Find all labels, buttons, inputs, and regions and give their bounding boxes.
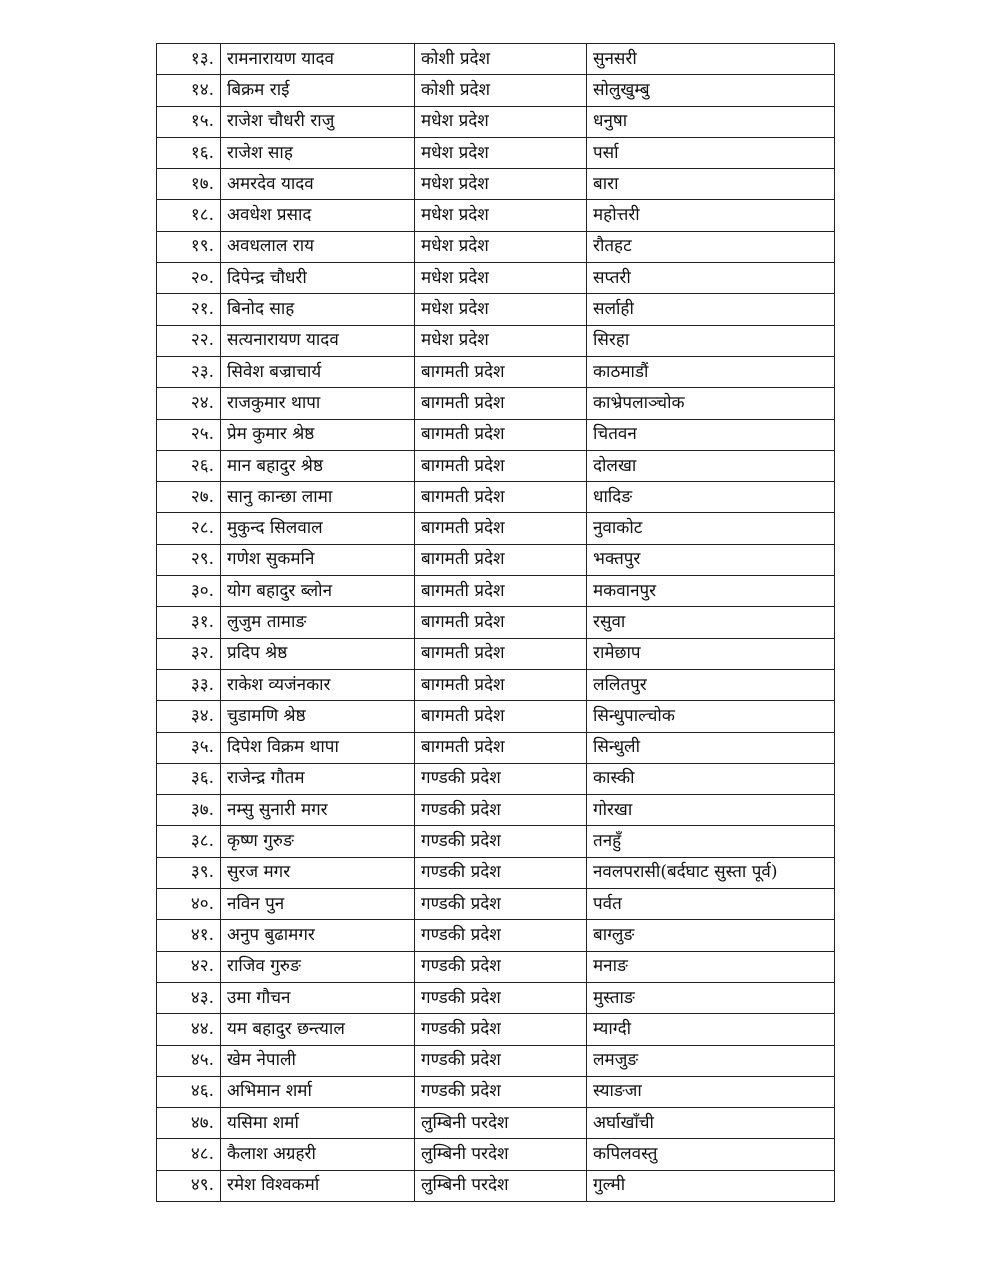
row-number-cell: २३.: [157, 356, 221, 387]
province-cell: कोशी प्रदेश: [415, 75, 587, 106]
district-cell: गुल्मी: [587, 1170, 835, 1201]
row-number-cell: ४४.: [157, 1014, 221, 1045]
table-row: [157, 763, 835, 794]
table-row: [157, 669, 835, 700]
province-cell: गण्डकी प्रदेश: [415, 826, 587, 857]
district-cell: रामेछाप: [587, 638, 835, 669]
district-cell: धादिङ: [587, 482, 835, 513]
member-name-cell: प्रदिप श्रेष्ठ: [221, 638, 415, 669]
table-row: [157, 982, 835, 1013]
table-row: [157, 106, 835, 137]
row-number-cell: १८.: [157, 200, 221, 231]
row-number-cell: ४८.: [157, 1139, 221, 1170]
row-number-cell: ३६.: [157, 763, 221, 794]
province-cell: बागमती प्रदेश: [415, 482, 587, 513]
member-name-cell: अवधलाल राय: [221, 231, 415, 262]
table-row: [157, 231, 835, 262]
table-row: [157, 75, 835, 106]
province-cell: बागमती प्रदेश: [415, 356, 587, 387]
table-row: [157, 920, 835, 951]
province-cell: मधेश प्रदेश: [415, 169, 587, 200]
province-cell: बागमती प्रदेश: [415, 513, 587, 544]
district-cell: तनहुँ: [587, 826, 835, 857]
member-name-cell: उमा गौचन: [221, 982, 415, 1013]
member-name-cell: राजकुमार थापा: [221, 388, 415, 419]
district-cell: गोरखा: [587, 795, 835, 826]
district-cell: स्याङजा: [587, 1076, 835, 1107]
row-number-cell: ३०.: [157, 576, 221, 607]
row-number-cell: १३.: [157, 44, 221, 75]
row-number-cell: ४९.: [157, 1170, 221, 1201]
table-row: [157, 44, 835, 75]
table-row: [157, 482, 835, 513]
member-name-cell: कैलाश अग्रहरी: [221, 1139, 415, 1170]
member-name-cell: लुजुम तामाङ: [221, 607, 415, 638]
district-cell: कास्की: [587, 763, 835, 794]
table-row: [157, 1045, 835, 1076]
province-cell: मधेश प्रदेश: [415, 231, 587, 262]
table-row: [157, 1076, 835, 1107]
province-cell: बागमती प्रदेश: [415, 669, 587, 700]
row-number-cell: ३१.: [157, 607, 221, 638]
row-number-cell: २९.: [157, 544, 221, 575]
province-cell: बागमती प्रदेश: [415, 638, 587, 669]
province-cell: मधेश प्रदेश: [415, 294, 587, 325]
district-cell: कपिलवस्तु: [587, 1139, 835, 1170]
table-row: [157, 200, 835, 231]
province-cell: गण्डकी प्रदेश: [415, 857, 587, 888]
province-cell: बागमती प्रदेश: [415, 388, 587, 419]
member-name-cell: कृष्ण गुरुङ: [221, 826, 415, 857]
member-name-cell: नविन पुन: [221, 889, 415, 920]
district-cell: मनाङ: [587, 951, 835, 982]
table-row: [157, 388, 835, 419]
row-number-cell: १७.: [157, 169, 221, 200]
table-row: [157, 857, 835, 888]
row-number-cell: ३४.: [157, 701, 221, 732]
row-number-cell: १९.: [157, 231, 221, 262]
table-row: [157, 826, 835, 857]
member-name-cell: अनुप बुढामगर: [221, 920, 415, 951]
district-cell: सर्लाही: [587, 294, 835, 325]
row-number-cell: २७.: [157, 482, 221, 513]
district-cell: चितवन: [587, 419, 835, 450]
province-cell: बागमती प्रदेश: [415, 419, 587, 450]
row-number-cell: ४३.: [157, 982, 221, 1013]
member-name-cell: राजेश चौधरी राजु: [221, 106, 415, 137]
member-name-cell: अमरदेव यादव: [221, 169, 415, 200]
province-cell: मधेश प्रदेश: [415, 137, 587, 168]
table-row: [157, 576, 835, 607]
member-name-cell: रामनारायण यादव: [221, 44, 415, 75]
table-row: [157, 1014, 835, 1045]
row-number-cell: २२.: [157, 325, 221, 356]
table-row: [157, 356, 835, 387]
member-name-cell: अवधेश प्रसाद: [221, 200, 415, 231]
district-cell: पर्वत: [587, 889, 835, 920]
member-name-cell: गणेश सुकमनि: [221, 544, 415, 575]
member-name-cell: राजेश साह: [221, 137, 415, 168]
row-number-cell: २८.: [157, 513, 221, 544]
member-name-cell: नम्सु सुनारी मगर: [221, 795, 415, 826]
district-cell: सप्तरी: [587, 263, 835, 294]
member-name-cell: राजेन्द्र गौतम: [221, 763, 415, 794]
member-name-cell: यम बहादुर छन्त्याल: [221, 1014, 415, 1045]
district-cell: रौतहट: [587, 231, 835, 262]
member-name-cell: मुकुन्द सिलवाल: [221, 513, 415, 544]
table-row: [157, 701, 835, 732]
province-cell: बागमती प्रदेश: [415, 450, 587, 481]
district-cell: नवलपरासी(बर्दघाट सुस्ता पूर्व): [587, 857, 835, 888]
row-number-cell: ३९.: [157, 857, 221, 888]
district-cell: रसुवा: [587, 607, 835, 638]
table-row: [157, 513, 835, 544]
district-cell: धनुषा: [587, 106, 835, 137]
province-cell: मधेश प्रदेश: [415, 106, 587, 137]
province-cell: मधेश प्रदेश: [415, 263, 587, 294]
member-name-cell: रमेश विश्वकर्मा: [221, 1170, 415, 1201]
district-cell: भक्तपुर: [587, 544, 835, 575]
district-cell: दोलखा: [587, 450, 835, 481]
province-cell: बागमती प्रदेश: [415, 544, 587, 575]
row-number-cell: २०.: [157, 263, 221, 294]
table-row: [157, 263, 835, 294]
row-number-cell: ४५.: [157, 1045, 221, 1076]
province-cell: गण्डकी प्रदेश: [415, 1014, 587, 1045]
row-number-cell: २६.: [157, 450, 221, 481]
district-cell: म्याग्दी: [587, 1014, 835, 1045]
province-cell: बागमती प्रदेश: [415, 576, 587, 607]
table-row: [157, 889, 835, 920]
district-cell: सुनसरी: [587, 44, 835, 75]
row-number-cell: ३२.: [157, 638, 221, 669]
row-number-cell: ३५.: [157, 732, 221, 763]
province-cell: गण्डकी प्रदेश: [415, 1076, 587, 1107]
row-number-cell: ३७.: [157, 795, 221, 826]
member-name-cell: दिपेन्द्र चौधरी: [221, 263, 415, 294]
district-cell: काठमाडौं: [587, 356, 835, 387]
member-name-cell: खेम नेपाली: [221, 1045, 415, 1076]
member-list-body: [157, 44, 835, 1202]
row-number-cell: ४७.: [157, 1108, 221, 1139]
member-name-cell: मान बहादुर श्रेष्ठ: [221, 450, 415, 481]
row-number-cell: २१.: [157, 294, 221, 325]
province-cell: गण्डकी प्रदेश: [415, 763, 587, 794]
province-cell: बागमती प्रदेश: [415, 607, 587, 638]
district-cell: नुवाकोट: [587, 513, 835, 544]
district-cell: सोलुखुम्बु: [587, 75, 835, 106]
district-cell: बारा: [587, 169, 835, 200]
table-row: [157, 951, 835, 982]
row-number-cell: ४१.: [157, 920, 221, 951]
row-number-cell: १५.: [157, 106, 221, 137]
member-name-cell: योग बहादुर ब्लोन: [221, 576, 415, 607]
row-number-cell: ३८.: [157, 826, 221, 857]
province-cell: मधेश प्रदेश: [415, 325, 587, 356]
table-row: [157, 325, 835, 356]
district-cell: पर्सा: [587, 137, 835, 168]
row-number-cell: ४६.: [157, 1076, 221, 1107]
row-number-cell: ३३.: [157, 669, 221, 700]
province-cell: बागमती प्रदेश: [415, 732, 587, 763]
district-cell: लमजुङ: [587, 1045, 835, 1076]
table-row: [157, 450, 835, 481]
member-name-cell: बिक्रम राई: [221, 75, 415, 106]
province-cell: लुम्बिनी परदेश: [415, 1108, 587, 1139]
row-number-cell: ४०.: [157, 889, 221, 920]
table-row: [157, 169, 835, 200]
row-number-cell: १६.: [157, 137, 221, 168]
member-name-cell: सत्यनारायण यादव: [221, 325, 415, 356]
province-cell: गण्डकी प्रदेश: [415, 951, 587, 982]
province-cell: गण्डकी प्रदेश: [415, 889, 587, 920]
table-row: [157, 795, 835, 826]
member-name-cell: अभिमान शर्मा: [221, 1076, 415, 1107]
district-cell: मुस्ताङ: [587, 982, 835, 1013]
row-number-cell: १४.: [157, 75, 221, 106]
member-name-cell: राकेश व्यजंनकार: [221, 669, 415, 700]
district-cell: बाग्लुङ: [587, 920, 835, 951]
table-row: [157, 638, 835, 669]
member-name-cell: यसिमा शर्मा: [221, 1108, 415, 1139]
province-cell: कोशी प्रदेश: [415, 44, 587, 75]
member-name-cell: दिपेश विक्रम थापा: [221, 732, 415, 763]
member-name-cell: राजिव गुरुङ: [221, 951, 415, 982]
table-row: [157, 732, 835, 763]
member-name-cell: बिनोद साह: [221, 294, 415, 325]
row-number-cell: ४२.: [157, 951, 221, 982]
district-cell: सिन्धुपाल्चोक: [587, 701, 835, 732]
table-row: [157, 137, 835, 168]
province-cell: लुम्बिनी परदेश: [415, 1170, 587, 1201]
table-row: [157, 1139, 835, 1170]
table-row: [157, 419, 835, 450]
member-name-cell: सुरज मगर: [221, 857, 415, 888]
member-list-table: [156, 43, 835, 1202]
district-cell: सिन्धुली: [587, 732, 835, 763]
district-cell: काभ्रेपलाञ्चोक: [587, 388, 835, 419]
province-cell: गण्डकी प्रदेश: [415, 1045, 587, 1076]
district-cell: ललितपुर: [587, 669, 835, 700]
table-row: [157, 294, 835, 325]
table-row: [157, 544, 835, 575]
row-number-cell: २५.: [157, 419, 221, 450]
member-name-cell: सानु कान्छा लामा: [221, 482, 415, 513]
member-name-cell: चुडामणि श्रेष्ठ: [221, 701, 415, 732]
district-cell: महोत्तरी: [587, 200, 835, 231]
district-cell: सिरहा: [587, 325, 835, 356]
province-cell: लुम्बिनी परदेश: [415, 1139, 587, 1170]
district-cell: अर्घाखाँची: [587, 1108, 835, 1139]
province-cell: गण्डकी प्रदेश: [415, 982, 587, 1013]
province-cell: मधेश प्रदेश: [415, 200, 587, 231]
member-name-cell: सिवेश बज्राचार्य: [221, 356, 415, 387]
province-cell: गण्डकी प्रदेश: [415, 920, 587, 951]
table-row: [157, 1170, 835, 1201]
district-cell: मकवानपुर: [587, 576, 835, 607]
province-cell: गण्डकी प्रदेश: [415, 795, 587, 826]
member-name-cell: प्रेम कुमार श्रेष्ठ: [221, 419, 415, 450]
row-number-cell: २४.: [157, 388, 221, 419]
table-row: [157, 607, 835, 638]
province-cell: बागमती प्रदेश: [415, 701, 587, 732]
table-row: [157, 1108, 835, 1139]
